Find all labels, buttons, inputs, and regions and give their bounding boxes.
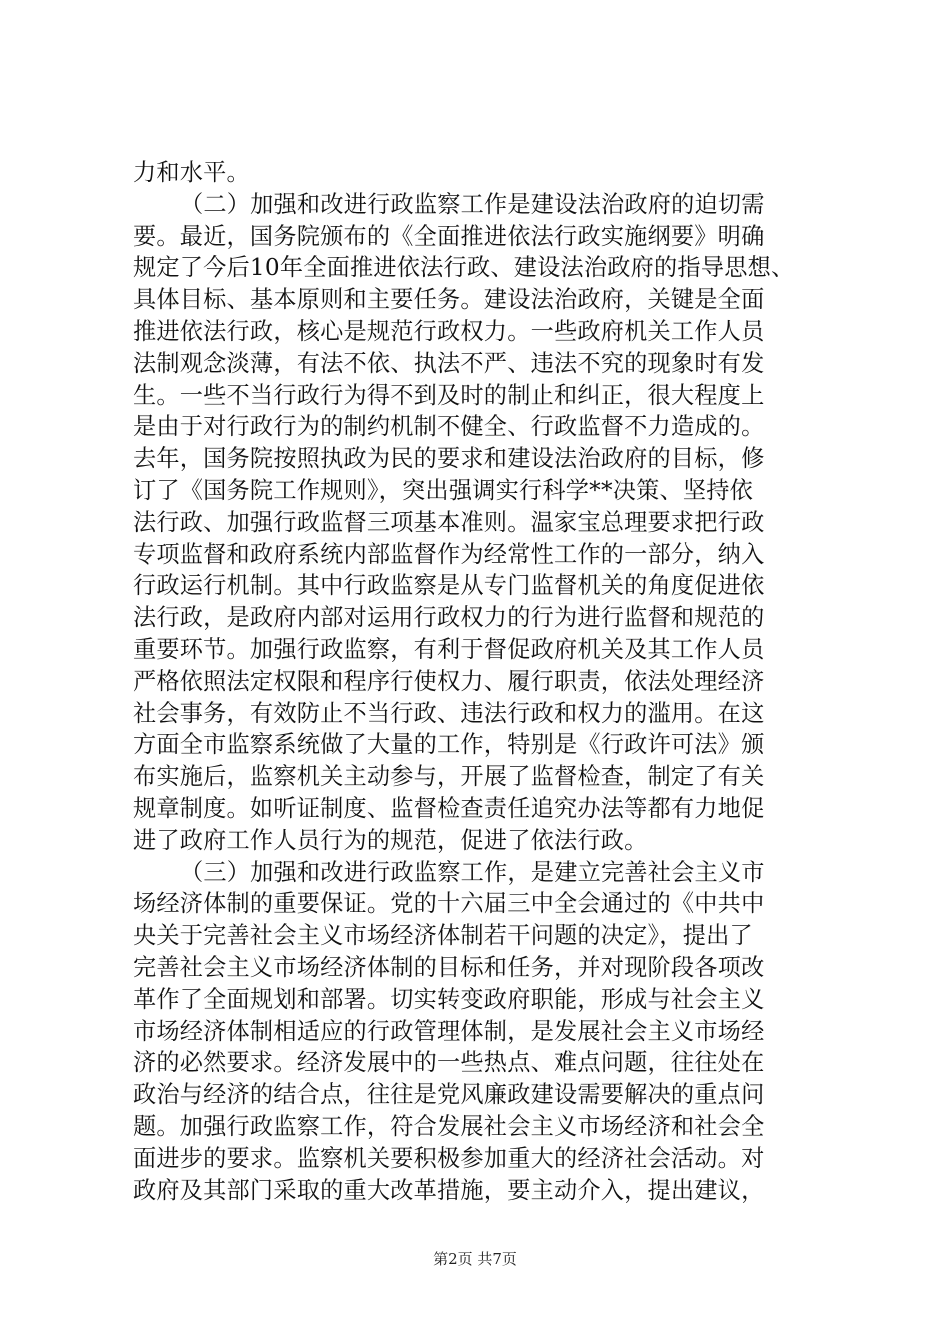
text-line: （三）加强和改进行政监察工作，是建立完善社会主义市 [180, 858, 765, 886]
text-line: 进了政府工作人员行为的规范，促进了依法行政。 [133, 826, 648, 854]
text-line: 规定了今后10年全面推进依法行政、建设法治政府的指导思想、 [133, 254, 795, 282]
text-line: 订了《国务院工作规则》，突出强调实行科学**决策、坚持依 [133, 477, 754, 504]
text-line: 具体目标、基本原则和主要任务。建设法治政府，关键是全面 [133, 286, 765, 314]
text-line: 革作了全面规划和部署。切实转变政府职能，形成与社会主义 [133, 985, 765, 1013]
text-line: 法行政、加强行政监督三项基本准则。温家宝总理要求把行政 [133, 508, 765, 536]
text-line: 政府及其部门采取的重大改革措施，要主动介入，提出建议， [133, 1176, 765, 1204]
text-line: 生。一些不当行政行为得不到及时的制止和纠正，很大程度上 [133, 381, 765, 409]
text-line: 布实施后，监察机关主动参与，开展了监督检查，制定了有关 [133, 763, 765, 791]
text-line: 面进步的要求。监察机关要积极参加重大的经济社会活动。对 [133, 1144, 765, 1172]
text-line: 是由于对行政行为的制约机制不健全、行政监督不力造成的。 [133, 413, 765, 441]
page-footer: 第2页 共7页 [433, 1250, 517, 1268]
text-line: 题。加强行政监察工作，符合发展社会主义市场经济和社会全 [133, 1113, 765, 1140]
text-line: 推进依法行政，核心是规范行政权力。一些政府机关工作人员 [133, 318, 765, 345]
text-line: 要。最近，国务院颁布的《全面推进依法行政实施纲要》明确 [133, 222, 765, 250]
text-line: 社会事务，有效防止不当行政、违法行政和权力的滥用。在这 [133, 699, 765, 727]
text-line: 专项监督和政府系统内部监督作为经常性工作的一部分，纳入 [133, 540, 765, 568]
text-line: 去年，国务院按照执政为民的要求和建设法治政府的目标，修 [133, 445, 765, 473]
text-line: 济的必然要求。经济发展中的一些热点、难点问题，往往处在 [133, 1049, 765, 1077]
text-line: 央关于完善社会主义市场经济体制若干问题的决定》，提出了 [133, 922, 753, 950]
text-line: 重要环节。加强行政监察，有利于督促政府机关及其工作人员 [133, 636, 765, 663]
text-line: 行政运行机制。其中行政监察是从专门监督机关的角度促进依 [133, 572, 765, 600]
text-line: 完善社会主义市场经济体制的目标和任务，并对现阶段各项改 [133, 954, 765, 981]
text-line: 场经济体制的重要保证。党的十六届三中全会通过的《中共中 [133, 890, 765, 918]
text-line: 规章制度。如听证制度、监督检查责任追究办法等都有力地促 [133, 795, 765, 822]
text-line: 方面全市监察系统做了大量的工作，特别是《行政许可法》颁 [133, 731, 765, 759]
text-line: 法制观念淡薄，有法不依、执法不严、违法不究的现象时有发 [133, 349, 765, 377]
text-line: （二）加强和改进行政监察工作是建设法治政府的迫切需 [180, 190, 765, 218]
text-line: 严格依照法定权限和程序行使权力、履行职责，依法处理经济 [133, 667, 765, 695]
text-line: 市场经济体制相适应的行政管理体制，是发展社会主义市场经 [133, 1017, 765, 1045]
text-line: 法行政，是政府内部对运用行政权力的行为进行监督和规范的 [133, 604, 765, 632]
text-line: 政治与经济的结合点，往往是党风廉政建设需要解决的重点问 [133, 1081, 765, 1109]
text-line: 力和水平。 [133, 159, 250, 186]
